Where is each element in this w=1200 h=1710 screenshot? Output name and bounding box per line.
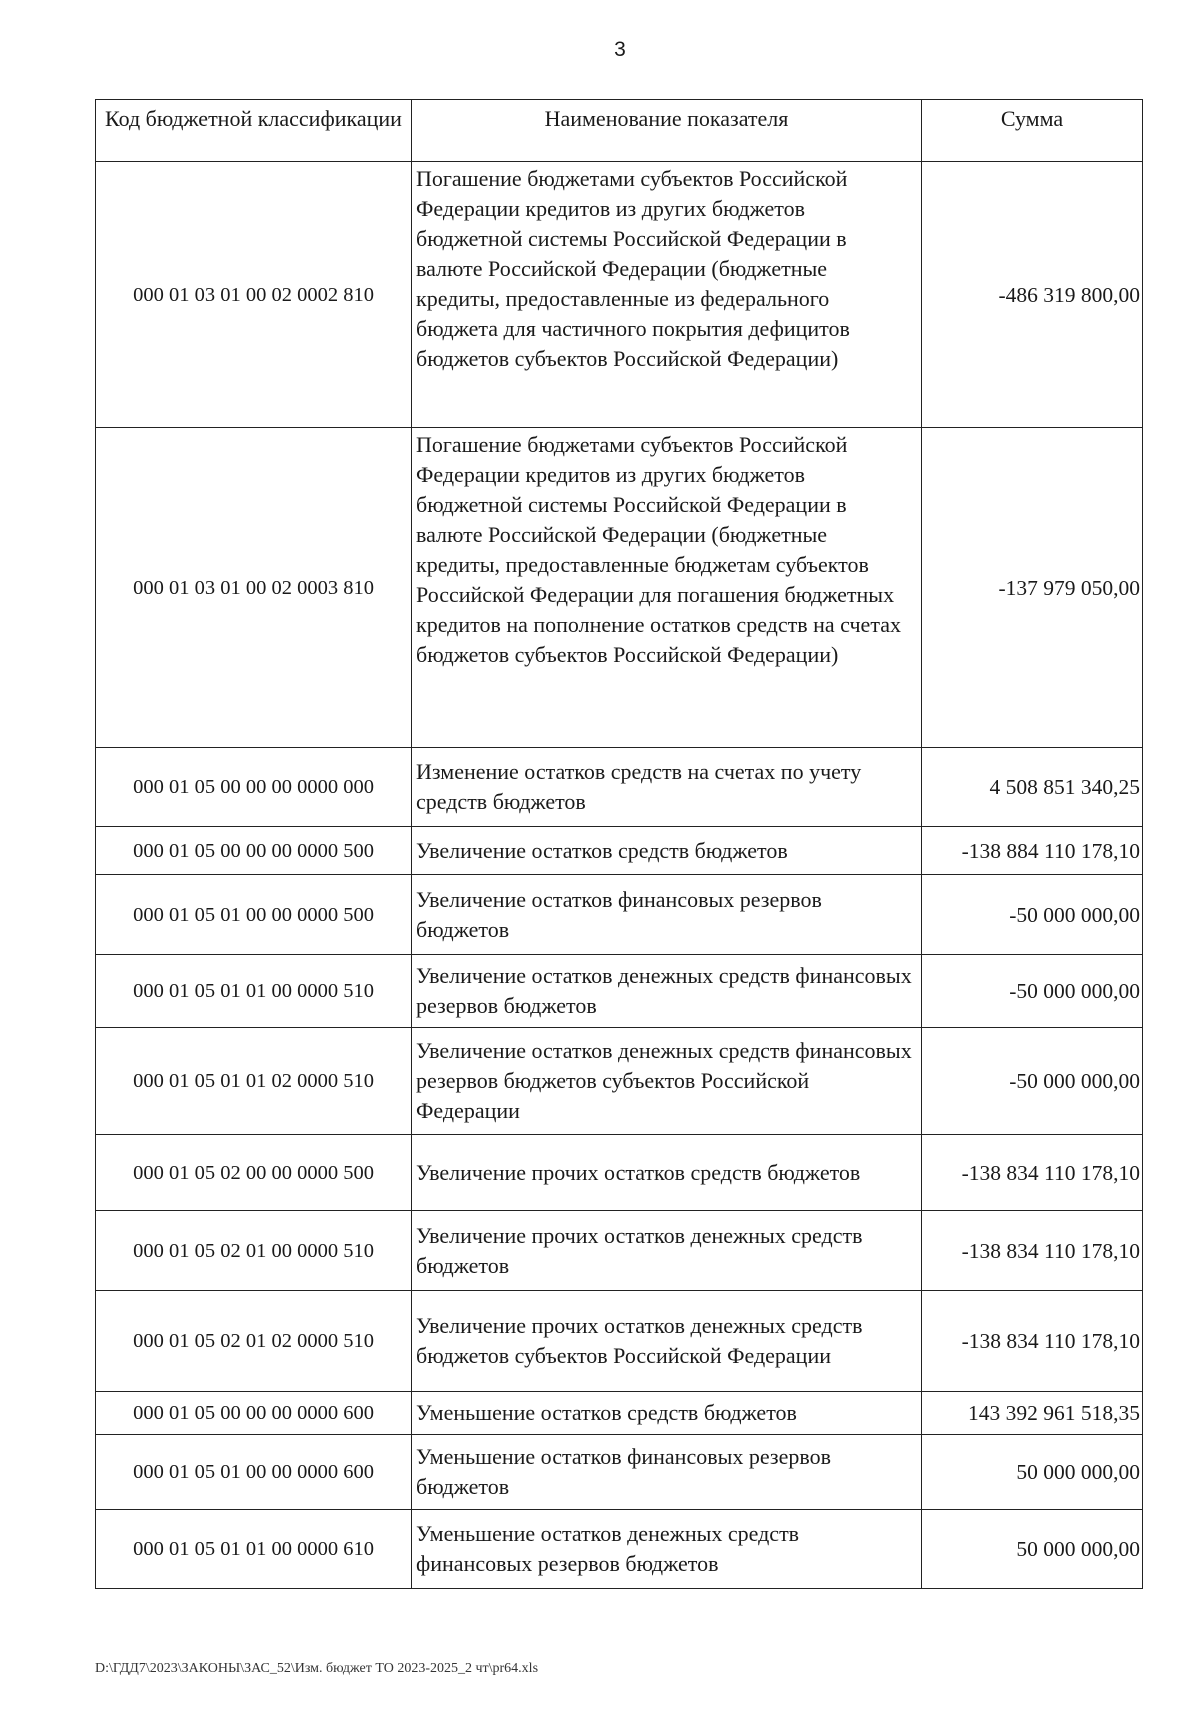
table-row [96,748,1143,827]
cell-name: Увеличение прочих остатков денежных средств бюджетов [412,1211,922,1291]
table-row [96,1510,1143,1589]
cell-name: Уменьшение остатков финансовых резервов бюджетов [412,1435,922,1510]
cell-sum: -486 319 800,00 [922,162,1143,428]
cell-code: 000 01 05 00 00 00 0000 500 [96,827,412,875]
cell-sum: 50 000 000,00 [922,1510,1143,1589]
cell-name: Уменьшение остатков денежных средств финансовых резервов бюджетов [412,1510,922,1589]
table-row [96,1135,1143,1211]
table-row [96,1435,1143,1510]
cell-sum: -138 834 110 178,10 [922,1291,1143,1392]
cell-code: 000 01 05 01 01 00 0000 510 [96,955,412,1028]
cell-code: 000 01 05 00 00 00 0000 600 [96,1392,412,1435]
cell-code: 000 01 05 01 00 00 0000 500 [96,875,412,955]
column-header-sum: Сумма [922,100,1143,162]
table-row [96,1028,1143,1135]
table-row [96,875,1143,955]
table-row [96,428,1143,748]
cell-sum: -50 000 000,00 [922,1028,1143,1135]
table-row [96,1211,1143,1291]
table-row [96,827,1143,875]
cell-name: Погашение бюджетами субъектов Российской Федерации кредитов из других бюджетов бюджетной системы Российской Федерации в валюте Российской Федерации (бюджетные кредиты, предоставленные бюджетам субъектов Российской Федерации для погашения бюджетных кредитов на пополнение остатков средств на счетах бюджетов субъектов Российской Федерации) [412,428,922,748]
cell-name: Увеличение прочих остатков денежных средств бюджетов субъектов Российской Федерации [412,1291,922,1392]
column-header-code: Код бюджетной классификации [96,100,412,162]
cell-sum: -138 834 110 178,10 [922,1211,1143,1291]
file-path-footer: D:\ГДД7\2023\ЗАКОНЫ\ЗАС_52\Изм. бюджет ТО 2023-2025_2 чт\pr64.xls [95,1661,539,1676]
cell-name: Уменьшение остатков средств бюджетов [412,1392,922,1435]
cell-code: 000 01 05 01 00 00 0000 600 [96,1435,412,1510]
cell-code: 000 01 05 00 00 00 0000 000 [96,748,412,827]
cell-name: Погашение бюджетами субъектов Российской Федерации кредитов из других бюджетов бюджетной системы Российской Федерации в валюте Российской Федерации (бюджетные кредиты, предоставленные из федерального бюджета для частичного покрытия дефицитов бюджетов субъектов Российской Федерации) [412,162,922,428]
cell-sum: -138 834 110 178,10 [922,1135,1143,1211]
page-number: 3 [614,38,626,61]
budget-table [95,99,1143,1589]
cell-sum: 4 508 851 340,25 [922,748,1143,827]
table-row [96,1392,1143,1435]
cell-name: Увеличение остатков денежных средств финансовых резервов бюджетов субъектов Российской Федерации [412,1028,922,1135]
cell-code: 000 01 05 02 01 02 0000 510 [96,1291,412,1392]
cell-code: 000 01 05 01 01 00 0000 610 [96,1510,412,1589]
cell-sum: 50 000 000,00 [922,1435,1143,1510]
cell-code: 000 01 03 01 00 02 0003 810 [96,428,412,748]
cell-sum: -50 000 000,00 [922,875,1143,955]
cell-name: Увеличение остатков финансовых резервов бюджетов [412,875,922,955]
cell-sum: -137 979 050,00 [922,428,1143,748]
table-row [96,955,1143,1028]
cell-name: Изменение остатков средств на счетах по учету средств бюджетов [412,748,922,827]
table-row [96,1291,1143,1392]
cell-sum: -138 884 110 178,10 [922,827,1143,875]
cell-name: Увеличение остатков средств бюджетов [412,827,922,875]
cell-sum: 143 392 961 518,35 [922,1392,1143,1435]
cell-code: 000 01 03 01 00 02 0002 810 [96,162,412,428]
column-header-name: Наименование показателя [412,100,922,162]
table-row [96,162,1143,428]
cell-name: Увеличение прочих остатков средств бюджетов [412,1135,922,1211]
cell-code: 000 01 05 02 01 00 0000 510 [96,1211,412,1291]
table-header-row [96,100,1143,162]
cell-code: 000 01 05 02 00 00 0000 500 [96,1135,412,1211]
cell-sum: -50 000 000,00 [922,955,1143,1028]
cell-name: Увеличение остатков денежных средств финансовых резервов бюджетов [412,955,922,1028]
cell-code: 000 01 05 01 01 02 0000 510 [96,1028,412,1135]
